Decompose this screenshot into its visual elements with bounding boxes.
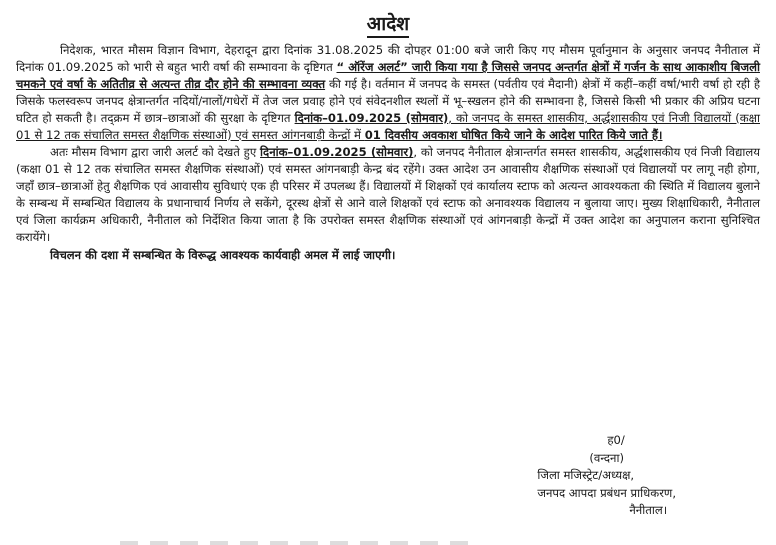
- signature-block: [537, 432, 676, 520]
- signature-authority: जनपद आपदा प्रबंधन प्राधिकरण,: [537, 485, 676, 500]
- holiday-declaration: 01 दिवसीय अवकाश घोषित किये जाने के आदेश पारित किये जाते हैं।: [364, 127, 663, 142]
- paragraph-1-part-5: , को जनपद के समस्त शासकीय, अर्द्धशासकीय एवं निजी विद्यालयों (कक्षा 01 से 12 तक संचालित समस्त शैक्षणिक संस्थाओं) एवं समस्त आंगनबाड़ी केन्द्रों में: [16, 110, 760, 142]
- document-title: [16, 10, 760, 36]
- closure-date: दिनांक–01.09.2025 (सोमवार): [260, 145, 414, 160]
- cut-off-next-line: [120, 541, 480, 545]
- paragraph-2-part-3: , को जनपद नैनीताल क्षेत्रान्तर्गत समस्त शासकीय, अर्द्धशासकीय एवं निजी विद्यालय (कक्षा 01 से 12 तक संचालित समस्त शैक्षणिक संस्थाओं) एवं समस्त आंगनबाड़ी केन्द्र बंद रहेंगे। उक्त आदेश उन आवासीय शैक्षणिक संस्थाओं एवं विद्यालयों पर लागू नही होगा, जहाँ छात्र–छात्राओं हेतु शैक्षणिक एवं आवासीय सुविधाएं एक ही परिसर में उपलब्ध हैं। विद्यालयों में शिक्षकों एवं कार्यालय स्टाफ को अत्यन्त आवश्यकता की स्थिति में विद्यालय बुलाने के सम्बन्ध में सम्बन्धित विद्यालय के प्रधानाचार्य निर्णय ले सकेंगे, दूरस्थ क्षेत्रों से आने वाले शिक्षकों एवं स्टाफ को अनावश्यक विद्यालय न बुलाया जाए। मुख्य शिक्षाधिकारी, नैनीताल एवं जिला कार्यक्रम अधिकारी, नैनीताल को निर्देशित किया जाता है कि उपरोक्त समस्त शैक्षणिक संस्थाओं एवं आंगनबाड़ी केन्द्रों में उक्त आदेश का अनुपालन कराना सुनिश्चित करायेंगे।: [16, 145, 760, 244]
- signature-ha: ह0/: [607, 433, 625, 447]
- orange-alert-statement: “ ऑरेंज अलर्ट” जारी किया गया है जिससे जनपद अन्तर्गत क्षेत्रों में गर्जन के साथ आकाशीय बिजली चमकने एवं वर्षा के अतितीव्र से अत्यन्त तीव्र दौर होने की सम्भावना व्यक्त: [16, 59, 760, 91]
- signature-name: (वन्दना): [589, 450, 625, 465]
- paragraph-2: [16, 144, 760, 245]
- holiday-date: दिनांक–01.09.2025 (सोमवार): [294, 110, 449, 125]
- paragraph-1-part-1: निदेशक, भारत मौसम विज्ञान विभाग, देहरादून द्वारा दिनांक 31.08.2025 की दोपहर 01:00 बजे जारी किए गए मौसम पूर्वानुमान के अनुसार जनपद नैनीताल में दिनांक 01.09.2025 को भारी से बहुत भारी वर्षा की सम्भावना के दृष्टिगत: [16, 43, 760, 74]
- paragraph-1: [16, 42, 760, 143]
- paragraph-3-warning: विचलन की दशा में सम्बन्धित के विरूद्ध आवश्यक कार्यवाही अमल में लाई जाएगी।: [50, 247, 396, 262]
- paragraph-2-part-1: अतः मौसम विभाग द्वारा जारी अलर्ट को देखते हुए: [50, 145, 261, 160]
- signature-designation: जिला मजिस्ट्रेट/अध्यक्ष,: [537, 468, 635, 482]
- paragraph-1-part-3: की गई है। वर्तमान में जनपद के समस्त (पर्वतीय एवं मैदानी) क्षेत्रों में कहीं–कहीं वर्षा/भारी वर्षा हो रही है जिसके फलस्वरूप जनपद क्षेत्रान्तर्गत नदियों/नालों/गधेरों में तेज जल प्रवाह होने एवं संवेदनशील स्थलों में भू–स्खलन होने की सम्भावना है, जिससे किसी भी प्रकार की अप्रिय घटना घटित हो सकती है। तद्क्रम में छात्र–छात्राओं की सुरक्षा के दृष्टिगत: [16, 76, 761, 125]
- signature-place: नैनीताल।: [629, 503, 668, 517]
- document-title-text: आदेश: [367, 13, 409, 38]
